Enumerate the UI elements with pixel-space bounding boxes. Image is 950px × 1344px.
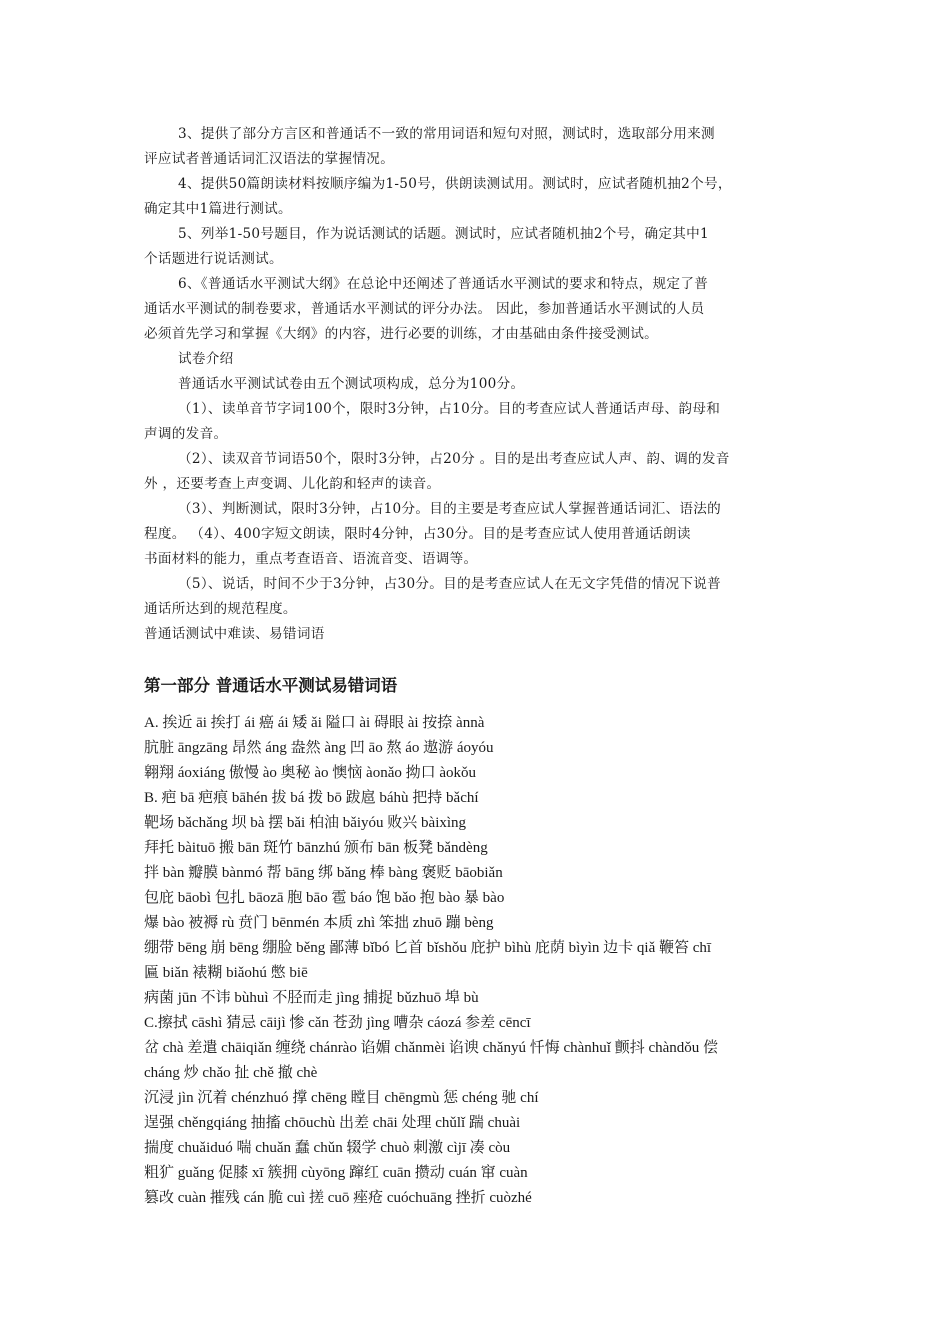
intro-line: （3）、判断测试，限时3分钟，占10分。目的主要是考查应试人掌握普通话词汇、语法的 [178, 501, 722, 517]
document-page [144, 122, 812, 1211]
word-line: 匾 biǎn 裱糊 biǎohú 憋 biē [144, 965, 308, 981]
word-line: 病菌 jūn 不讳 bùhuì 不胫而走 jìng 捕捉 bǔzhuō 埠 bù [144, 990, 479, 1006]
intro-line: 普通话测试中难读、易错词语 [144, 626, 325, 642]
intro-line: 通话水平测试的制卷要求，普通话水平测试的评分办法。 因此，参加普通话水平测试的人员 [144, 301, 705, 317]
intro-line: 评应试者普通话词汇汉语法的掌握情况。 [144, 151, 395, 167]
word-line: 翱翔 áoxiáng 傲慢 ào 奥秘 ào 懊恼 àonǎo 拗口 àokǒu [144, 765, 477, 781]
intro-line: 4、提供50篇朗读材料按顺序编为1-50号，供朗读测试用。测试时，应试者随机抽2个号， [178, 176, 732, 192]
intro-line: 5、列举1-50号题目，作为说话测试的话题。测试时，应试者随机抽2个号，确定其中1 [178, 226, 709, 242]
word-line: 包庇 bāobì 包扎 bāozā 胞 bāo 雹 báo 饱 bǎo 抱 bào 暴 bào [144, 890, 505, 906]
intro-line: 3、提供了部分方言区和普通话不一致的常用词语和短句对照，测试时，选取部分用来测 [178, 126, 715, 142]
word-line: cháng 炒 chǎo 扯 chě 撤 chè [144, 1065, 318, 1081]
word-line: 绷带 bēng 崩 bēng 绷脸 běng 鄙薄 bǐbó 匕首 bǐshǒu 庇护 bìhù 庇荫 bìyìn 边卡 qiǎ 鞭笞 chī [144, 940, 712, 956]
intro-line: 声调的发音。 [144, 426, 228, 442]
word-line: 肮脏 āngzāng 昂然 áng 盎然 àng 凹 āo 熬 áo 遨游 áoyóu [144, 740, 494, 756]
intro-line: 外 ，还要考查上声变调、儿化韵和轻声的读音。 [144, 476, 441, 492]
word-line: 沉浸 jìn 沉着 chénzhuó 撑 chēng 瞠目 chēngmù 惩 chéng 驰 chí [144, 1090, 539, 1106]
intro-text [144, 122, 812, 647]
intro-line: 程度。 （4）、400字短文朗读，限时4分钟，占30分。目的是考查应试人使用普通话朗读 [144, 526, 691, 542]
section-title: 第一部分 普通话水平测试易错词语 [144, 676, 398, 695]
intro-line: 通话所达到的规范程度。 [144, 601, 297, 617]
intro-line: （1）、读单音节字词100个，限时3分钟，占10分。目的考查应试人普通话声母、韵母和 [178, 401, 721, 417]
intro-line: 必须首先学习和掌握《大纲》的内容，进行必要的训练，才由基础由条件接受测试。 [144, 326, 659, 342]
word-line: A. 挨近 āi 挨打 ái 癌 ái 矮 ǎi 隘口 ài 碍眼 ài 按捺 ànnà [144, 715, 485, 731]
word-line: 岔 chà 差遣 chāiqiǎn 缠绕 chánrào 谄媚 chǎnmèi 谄谀 chǎnyú 忏悔 chànhuǐ 颤抖 chàndǒu 偿 [144, 1040, 719, 1056]
intro-line: 6、《普通话水平测试大纲》在总论中还阐述了普通话水平测试的要求和特点，规定了普 [178, 276, 709, 292]
intro-line: 试卷介绍 [178, 351, 234, 367]
word-line: 爆 bào 被褥 rù 贲门 bēnmén 本质 zhì 笨拙 zhuō 蹦 bèng [144, 915, 494, 931]
intro-line: 普通话水平测试试卷由五个测试项构成，总分为100分。 [178, 376, 525, 392]
word-line: 靶场 bǎchǎng 坝 bà 摆 bǎi 柏油 bǎiyóu 败兴 bàixìng [144, 815, 467, 831]
word-line: 揣度 chuǎiduó 喘 chuǎn 蠢 chǔn 辍学 chuò 刺激 cìjī 凑 còu [144, 1140, 511, 1156]
word-line: 逞强 chěngqiáng 抽搐 chōuchù 出差 chāi 处理 chǔlǐ 踹 chuài [144, 1115, 521, 1131]
intro-line: （5）、说话，时间不少于3分钟，占30分。目的是考查应试人在无文字凭借的情况下说普 [178, 576, 722, 592]
word-line: 拌 bàn 瓣膜 bànmó 帮 bāng 绑 bǎng 棒 bàng 褒贬 bāobiǎn [144, 865, 503, 881]
word-line: 粗犷 guǎng 促膝 xī 簇拥 cùyōng 蹿红 cuān 攒动 cuán 窜 cuàn [144, 1165, 528, 1181]
intro-line: 书面材料的能力，重点考查语音、语流音变、语调等。 [144, 551, 478, 567]
word-line: C.擦拭 cāshì 猜忌 cāijì 惨 cǎn 苍劲 jìng 嘈杂 cáozá 参差 cēncī [144, 1015, 531, 1031]
word-line: 篡改 cuàn 摧残 cán 脆 cuì 搓 cuō 痤疮 cuóchuāng 挫折 cuòzhé [144, 1190, 532, 1206]
word-line: 拜托 bàituō 搬 bān 斑竹 bānzhú 颁布 bān 板凳 bǎndèng [144, 840, 488, 856]
word-line: B. 疤 bā 疤痕 bāhén 拔 bá 拨 bō 跋扈 báhù 把持 bǎchí [144, 790, 479, 806]
word-list [144, 711, 812, 1211]
intro-line: （2）、读双音节词语50个，限时3分钟，占20分 。目的是出考查应试人声、韵、调的发音 [178, 451, 730, 467]
intro-line: 个话题进行说话测试。 [144, 251, 283, 267]
intro-line: 确定其中1篇进行测试。 [144, 201, 292, 217]
